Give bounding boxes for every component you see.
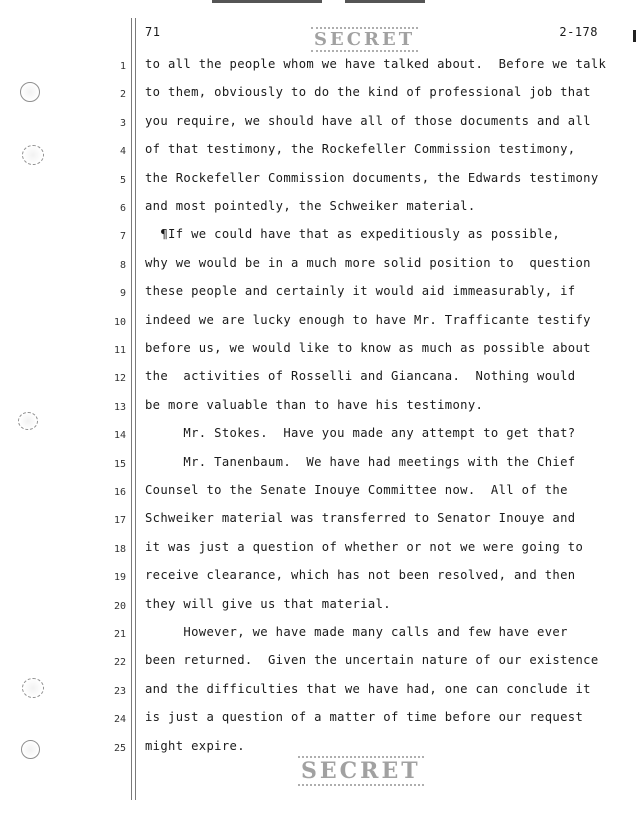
- transcript-line: you require, we should have all of those documents and all: [145, 113, 591, 128]
- line-number: 9: [119, 288, 126, 300]
- transcript-line: Schweiker material was transferred to Senator Inouye and: [145, 511, 576, 526]
- transcript-line: of that testimony, the Rockefeller Commission testimony,: [145, 142, 576, 157]
- line-number: 7: [119, 231, 126, 243]
- line-number: 12: [113, 373, 126, 385]
- transcript-line: to them, obviously to do the kind of professional job that: [145, 85, 591, 100]
- line-number: 21: [113, 629, 126, 640]
- transcript-line: the activities of Rosselli and Giancana. Nothing would: [145, 369, 576, 384]
- transcript-line: the Rockefeller Commission documents, the Edwards testimony: [145, 170, 599, 185]
- transcript-line: these people and certainly it would aid immeasurably, if: [145, 284, 576, 299]
- punch-hole: [20, 82, 40, 102]
- line-number: 14: [113, 430, 126, 442]
- transcript-line: they will give us that material.: [145, 596, 391, 611]
- punch-hole: [22, 678, 44, 698]
- edge-mark: [633, 30, 636, 42]
- line-number: 20: [113, 600, 126, 612]
- transcript-line: Mr. Tanenbaum. We have had meetings with the Chief: [145, 454, 576, 469]
- punch-hole: [18, 412, 38, 430]
- transcript-line: might expire.: [145, 738, 245, 753]
- line-number: 4: [119, 146, 126, 158]
- line-number: 11: [113, 345, 126, 356]
- transcript-line: Counsel to the Senate Inouye Committee now. All of the: [145, 483, 568, 497]
- line-number: 8: [119, 259, 126, 271]
- margin-rule: [131, 18, 132, 800]
- transcript-line: been returned. Given the uncertain nature of our existence: [145, 653, 599, 668]
- line-number: 16: [113, 487, 126, 498]
- line-number: 3: [119, 117, 126, 129]
- punch-hole: [22, 145, 44, 165]
- page-number: 71: [145, 25, 161, 39]
- line-number: 22: [113, 657, 126, 669]
- transcript-line: it was just a question of whether or not we were going to: [145, 539, 584, 554]
- transcript-line: However, we have made many calls and few have ever: [145, 625, 568, 639]
- line-number: 2: [119, 89, 126, 101]
- transcript-line: and most pointedly, the Schweiker material.: [145, 199, 476, 213]
- punch-hole: [21, 740, 40, 759]
- line-number: 10: [113, 316, 126, 328]
- redaction-smudge: [212, 0, 322, 3]
- classification-stamp-top: SECRET: [311, 27, 418, 52]
- transcript-line: why we would be in a much more solid position to question: [145, 255, 591, 270]
- line-number: 13: [113, 401, 126, 413]
- transcript-line: is just a question of a matter of time before our request: [145, 710, 584, 725]
- line-number: 1: [119, 61, 126, 72]
- document-id: 2-178: [559, 25, 598, 39]
- line-number: 25: [113, 742, 126, 754]
- redaction-smudge: [345, 0, 425, 3]
- line-number: 18: [113, 543, 126, 555]
- line-number: 23: [113, 685, 126, 697]
- line-number: 15: [113, 458, 126, 470]
- transcript-line: indeed we are lucky enough to have Mr. Trafficante testify: [145, 312, 591, 327]
- transcript-line: receive clearance, which has not been resolved, and then: [145, 568, 576, 583]
- line-number: 6: [119, 203, 126, 214]
- line-number: 5: [119, 174, 126, 186]
- margin-rule: [135, 18, 136, 800]
- transcript-line: be more valuable than to have his testimony.: [145, 397, 484, 412]
- transcript-line: to all the people whom we have talked about. Before we talk: [145, 57, 607, 71]
- transcript-line: Mr. Stokes. Have you made any attempt to get that?: [145, 426, 576, 441]
- transcript-line: ¶If we could have that as expeditiously as possible,: [145, 227, 561, 242]
- classification-stamp-bottom: SECRET: [298, 756, 424, 786]
- line-number: 24: [113, 714, 126, 726]
- transcript-line: before us, we would like to know as much as possible about: [145, 341, 591, 355]
- line-number: 19: [113, 572, 126, 584]
- transcript-line: and the difficulties that we have had, one can conclude it: [145, 681, 591, 696]
- line-number: 17: [113, 515, 126, 527]
